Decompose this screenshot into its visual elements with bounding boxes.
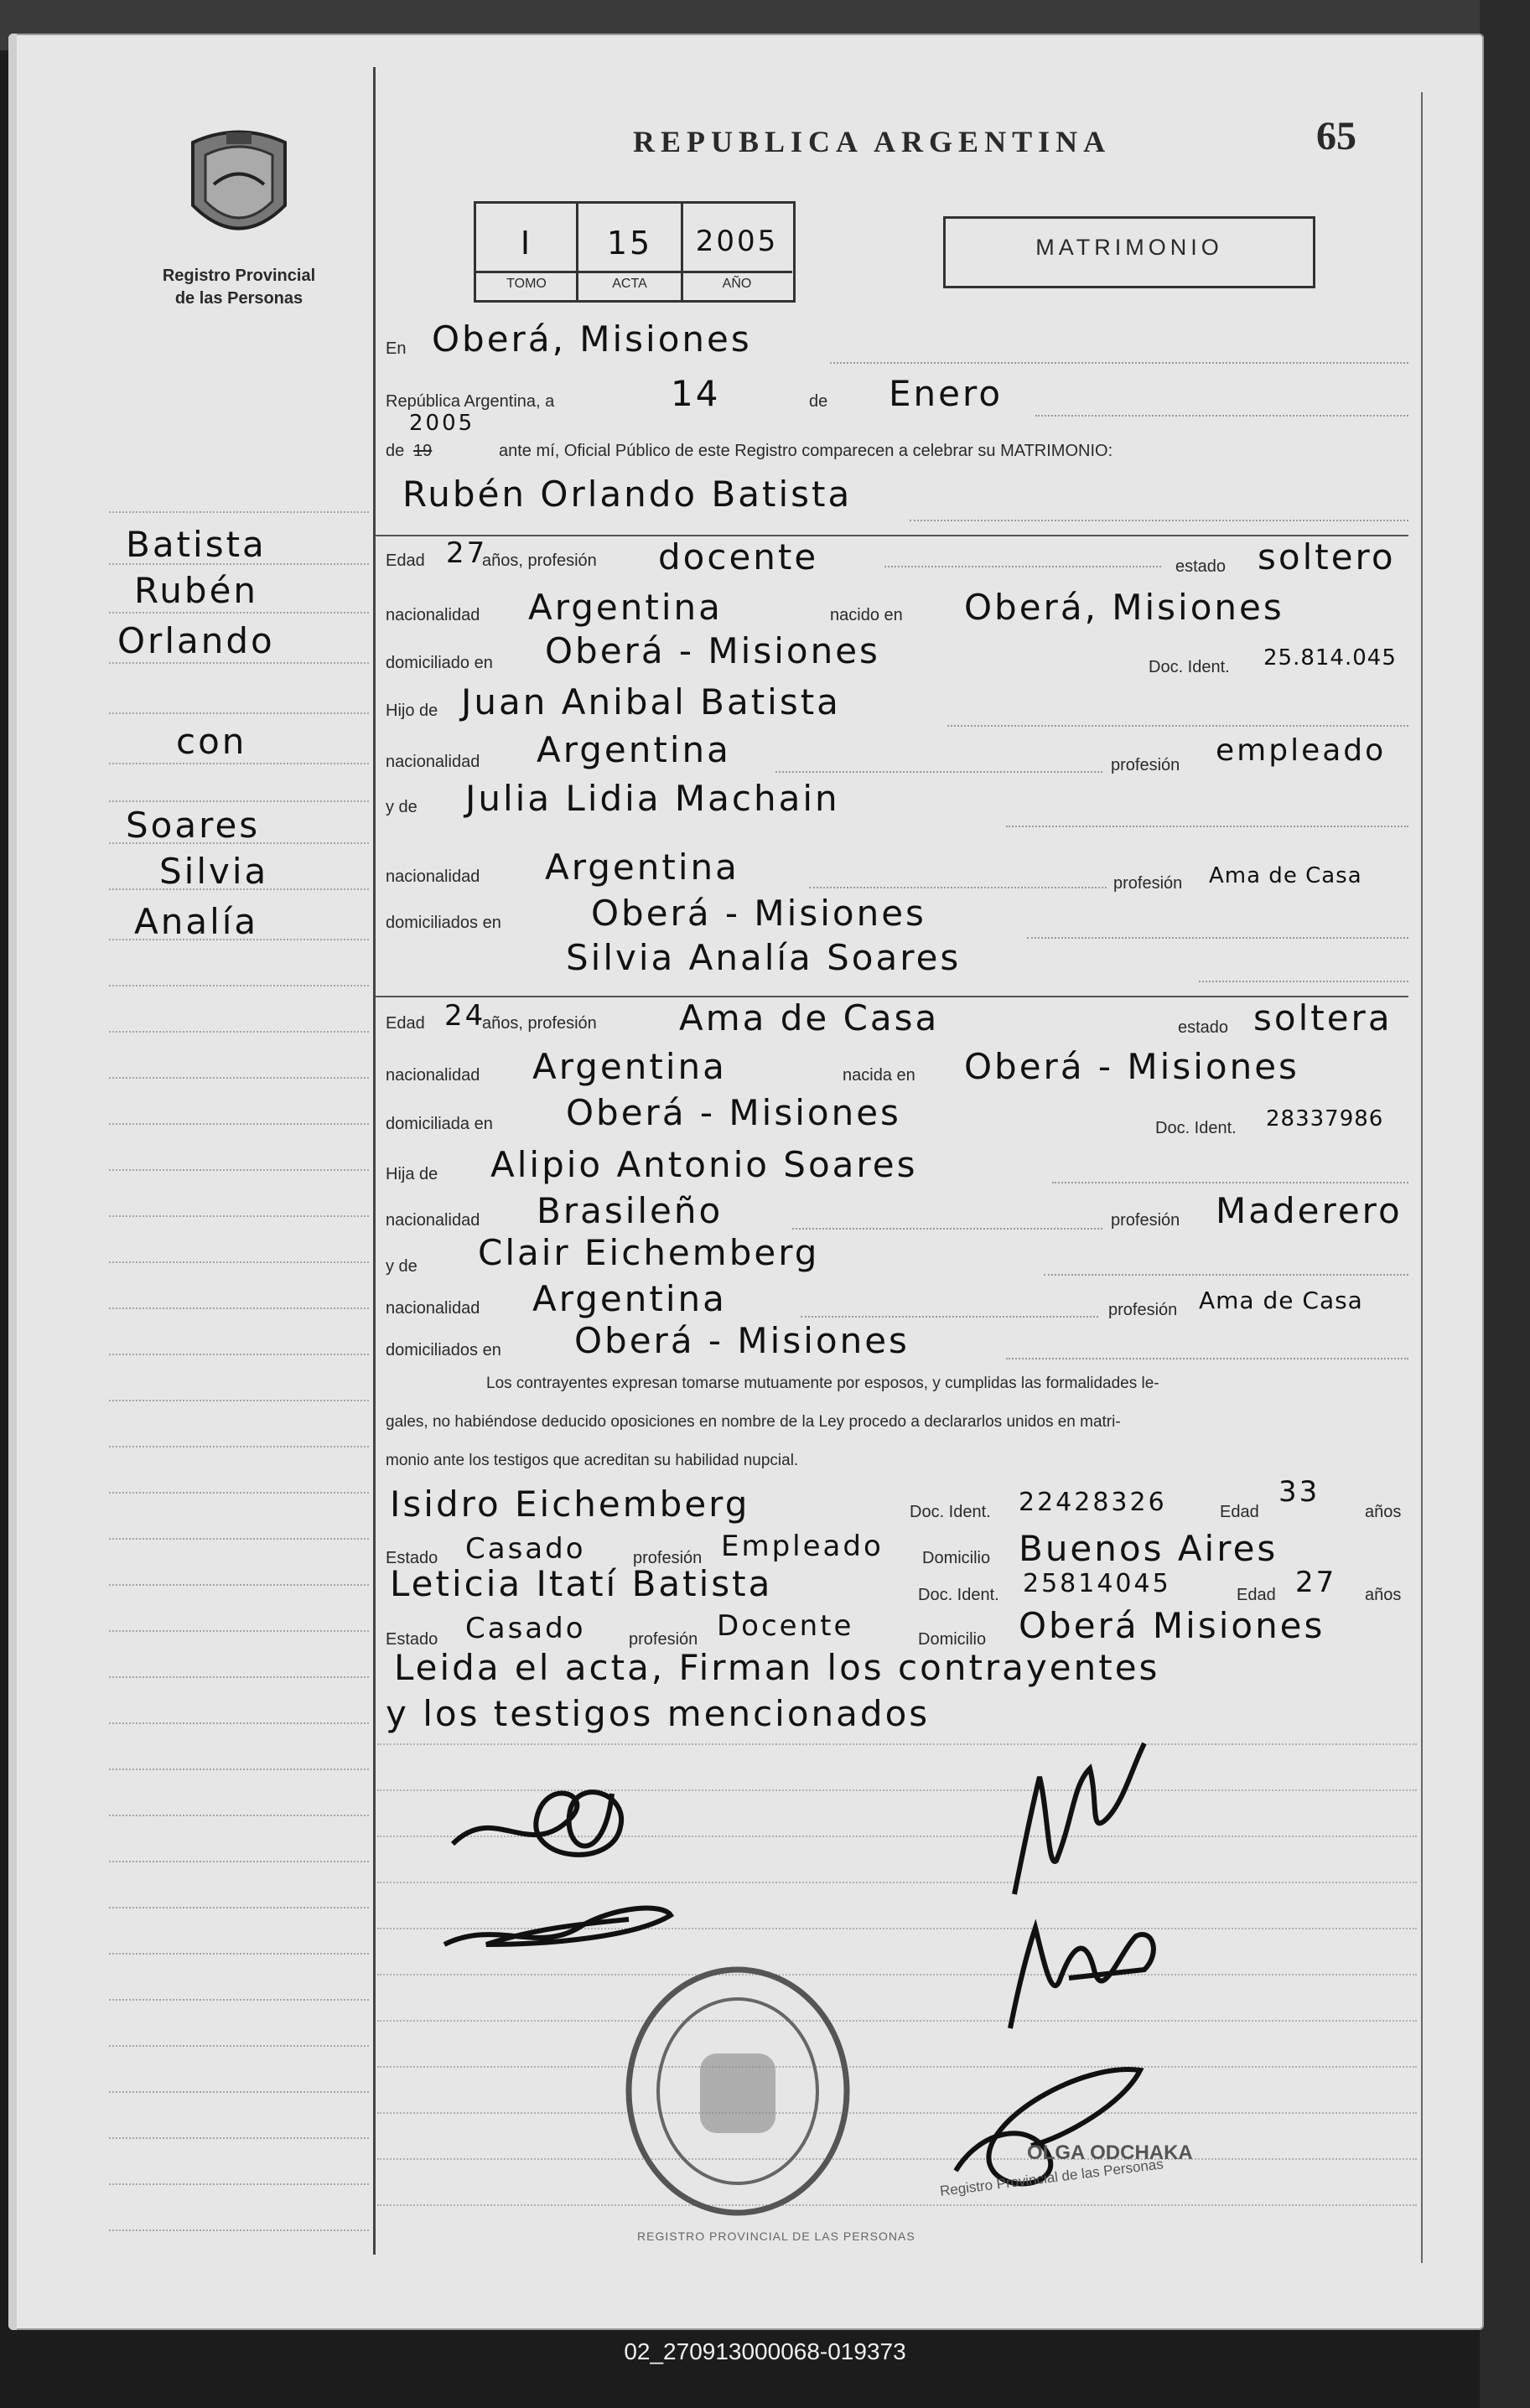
margin-rule <box>109 1538 369 1540</box>
month-value: Enero <box>889 373 1004 414</box>
form-rule <box>377 2158 1417 2160</box>
fill-line <box>1006 826 1408 827</box>
day-value: 14 <box>671 373 721 414</box>
margin-rule <box>109 1400 369 1401</box>
bride-estado-value: soltera <box>1253 997 1393 1038</box>
groom-edad-label: Edad <box>386 552 425 570</box>
groom-profesion-label: años, profesión <box>482 552 597 570</box>
witness1-dom: Buenos Aires <box>1019 1528 1278 1569</box>
witness2-estado: Casado <box>465 1612 586 1645</box>
margin-rule <box>109 2091 369 2093</box>
bride-padre-nac-value: Brasileño <box>537 1190 724 1231</box>
groom-padre-prof-value: empleado <box>1216 733 1387 768</box>
bride-nacida-label: nacida en <box>843 1066 915 1085</box>
groom-doms-value: Oberá - Misiones <box>591 893 926 934</box>
form-rule <box>377 2066 1417 2068</box>
box-divider <box>474 271 792 273</box>
witness1-estado: Casado <box>465 1532 586 1566</box>
groom-doc-value: 25.814.045 <box>1263 645 1397 671</box>
bride-madre-value: Clair Eichemberg <box>478 1232 820 1273</box>
margin-rule <box>109 1169 369 1171</box>
witness1-name: Isidro Eichemberg <box>390 1484 750 1525</box>
witness2-signature <box>993 1903 1178 2045</box>
margin-rule <box>109 985 369 987</box>
fill-line <box>1044 1274 1408 1276</box>
margin-rule <box>109 1123 369 1125</box>
groom-hijo-label: Hijo de <box>386 702 438 720</box>
margin-rule <box>109 1722 369 1724</box>
fill-line <box>910 520 1408 521</box>
official-name-stamp: OLGA ODCHAKA <box>1027 2141 1193 2164</box>
groom-nac-label: nacionalidad <box>386 606 480 624</box>
en-value: Oberá, Misiones <box>432 318 752 360</box>
margin-rule <box>109 1953 369 1955</box>
official-sub-stamp: Registro Provincial de las Personas <box>939 2156 1164 2199</box>
margin-groom-surname: Batista <box>126 524 267 565</box>
groom-doc-label: Doc. Ident. <box>1149 658 1230 676</box>
margin-rule <box>109 612 369 614</box>
margin-rule <box>109 1446 369 1447</box>
margin-rule <box>109 1907 369 1908</box>
fill-line <box>792 1228 1102 1230</box>
fill-line <box>830 362 1408 364</box>
bride-padre-prof-label: profesión <box>1111 1211 1180 1230</box>
official-seal <box>620 1961 855 2221</box>
margin-rule <box>109 1492 369 1494</box>
witness1-signature <box>998 1735 1165 1911</box>
groom-estado-value: soltero <box>1258 536 1396 577</box>
witness1-anios: años <box>1365 1503 1402 1521</box>
witness2-doc: 25814045 <box>1023 1569 1171 1598</box>
margin-rule <box>109 1354 369 1355</box>
page-spine <box>8 34 17 2330</box>
bride-estado-label: estado <box>1178 1018 1229 1037</box>
witness2-edad-label: Edad <box>1237 1586 1276 1604</box>
fill-line <box>884 566 1161 567</box>
fill-line <box>1035 415 1408 417</box>
margin-rule <box>109 2045 369 2047</box>
margin-rule <box>109 842 369 844</box>
closing-line1: Leida el acta, Firman los contrayentes <box>394 1647 1160 1688</box>
groom-estado-label: estado <box>1175 557 1227 576</box>
margin-rule <box>109 1768 369 1770</box>
margin-rule <box>109 888 369 890</box>
anio-value: 2005 <box>695 225 779 258</box>
groom-madre-nac-value: Argentina <box>545 847 739 888</box>
margin-bride-name2: Analía <box>134 901 259 942</box>
seal-text: REGISTRO PROVINCIAL DE LAS PERSONAS <box>637 2229 915 2243</box>
bride-hija-label: Hija de <box>386 1165 438 1183</box>
witness2-dom: Oberá Misiones <box>1019 1605 1325 1646</box>
witness2-prof: Docente <box>717 1609 854 1643</box>
anio-label: AÑO <box>722 277 752 291</box>
groom-nac-value: Argentina <box>528 587 723 628</box>
margin-rule <box>109 1261 369 1263</box>
bride-full-name: Silvia Analía Soares <box>566 937 962 978</box>
acta-label: ACTA <box>612 277 647 291</box>
groom-padre-nac-value: Argentina <box>537 729 731 770</box>
margin-bride-surname: Soares <box>126 805 261 846</box>
witness2-name: Leticia Itatí Batista <box>390 1563 773 1604</box>
margin-rule <box>109 1630 369 1632</box>
year-struck: 19 <box>413 442 433 460</box>
formal-line2: gales, no habiéndose deducido oposiciones en nombre de la Ley procedo a declararlos unidos en matri- <box>386 1413 1121 1431</box>
margin-rule <box>109 1815 369 1816</box>
republica-label: República Argentina, a <box>386 392 555 411</box>
bride-nac-value: Argentina <box>532 1046 727 1087</box>
form-rule <box>377 1974 1417 1976</box>
margin-rule <box>109 1308 369 1309</box>
republic-title: REPUBLICA ARGENTINA <box>633 125 1112 158</box>
right-border <box>1421 92 1423 2263</box>
margin-rule <box>109 2137 369 2139</box>
de2-label: de <box>386 442 405 460</box>
bride-profesion-label: años, profesión <box>482 1014 597 1033</box>
margin-rule <box>109 2183 369 2185</box>
bride-edad-value: 24 <box>444 999 486 1033</box>
registry-name-line1: Registro Provincial <box>162 267 316 285</box>
de-label: de <box>809 392 828 411</box>
form-rule <box>377 2204 1417 2206</box>
witness2-doc-label: Doc. Ident. <box>918 1586 999 1604</box>
fill-line <box>947 725 1408 727</box>
margin-rule <box>109 1215 369 1217</box>
fill-line <box>775 771 1102 773</box>
background-right <box>1480 0 1530 2408</box>
margin-groom-name1: Rubén <box>134 570 259 611</box>
margin-rule <box>109 1584 369 1586</box>
margin-rule <box>109 1999 369 2001</box>
groom-madre-prof-label: profesión <box>1113 874 1183 893</box>
bride-nac-label: nacionalidad <box>386 1066 480 1085</box>
en-label: En <box>386 339 407 358</box>
groom-signature <box>444 1743 646 1886</box>
fill-line <box>1199 981 1408 982</box>
fill-line <box>1027 937 1408 939</box>
bride-padre-nac-label: nacionalidad <box>386 1211 480 1230</box>
bride-dom-label: domiciliada en <box>386 1115 493 1133</box>
margin-rule <box>109 1077 369 1079</box>
margin-groom-name2: Orlando <box>117 620 275 661</box>
witness2-edad: 27 <box>1295 1566 1337 1599</box>
bride-padre-prof-value: Maderero <box>1216 1190 1403 1231</box>
margin-rule <box>109 763 369 764</box>
formal-line3: monio ante los testigos que acreditan su habilidad nupcial. <box>386 1452 799 1469</box>
fill-line <box>801 1316 1098 1318</box>
image-caption: 02_270913000068-019373 <box>624 2338 906 2364</box>
bride-padre-value: Alipio Antonio Soares <box>490 1144 918 1185</box>
margin-rule <box>109 800 369 802</box>
witness2-anios: años <box>1365 1586 1402 1604</box>
bride-madre-nac-label: nacionalidad <box>386 1299 480 1318</box>
groom-padre-value: Juan Anibal Batista <box>461 681 841 722</box>
groom-madre-value: Julia Lidia Machain <box>465 778 840 819</box>
bride-doc-value: 28337986 <box>1266 1106 1384 1132</box>
groom-dom-label: domiciliado en <box>386 654 493 672</box>
margin-divider <box>373 67 376 2255</box>
provincial-emblem-icon <box>184 126 293 251</box>
bride-doms-label: domiciliados en <box>386 1341 501 1359</box>
margin-rule <box>109 1676 369 1678</box>
margin-rule <box>109 563 369 565</box>
witness1-edad: 33 <box>1278 1475 1320 1509</box>
witness2-dom-label: Domicilio <box>918 1630 987 1649</box>
tomo-value: I <box>520 225 533 262</box>
bride-edad-label: Edad <box>386 1014 425 1033</box>
bride-dom-value: Oberá - Misiones <box>566 1092 901 1133</box>
record-type: MATRIMONIO <box>1035 235 1223 260</box>
form-rule <box>377 2112 1417 2114</box>
tomo-label: TOMO <box>506 277 547 291</box>
groom-madre-prof-value: Ama de Casa <box>1209 863 1362 888</box>
margin-rule <box>109 1861 369 1862</box>
groom-nacido-value: Oberá, Misiones <box>964 587 1284 628</box>
acta-value: 15 <box>606 225 653 262</box>
groom-yde-label: y de <box>386 798 418 816</box>
bride-madre-prof-label: profesión <box>1108 1301 1178 1319</box>
groom-madre-nac-label: nacionalidad <box>386 867 480 886</box>
bride-doms-value: Oberá - Misiones <box>574 1320 910 1361</box>
witness1-edad-label: Edad <box>1220 1503 1259 1521</box>
margin-rule <box>109 1031 369 1033</box>
statement: ante mí, Oficial Público de este Registro comparecen a celebrar su MATRIMONIO: <box>499 442 1113 460</box>
register-page <box>8 34 1484 2330</box>
groom-padre-nac-label: nacionalidad <box>386 753 480 771</box>
margin-con: con <box>176 721 247 762</box>
margin-rule <box>109 939 369 940</box>
fill-line <box>1052 1182 1408 1183</box>
groom-full-name: Rubén Orlando Batista <box>402 474 853 515</box>
groom-edad-value: 27 <box>446 536 488 570</box>
margin-rule <box>109 511 369 513</box>
bride-yde-label: y de <box>386 1257 418 1276</box>
groom-nacido-label: nacido en <box>830 606 903 624</box>
registry-name-line2: de las Personas <box>174 289 303 308</box>
bride-profesion-value: Ama de Casa <box>679 997 940 1038</box>
year-value: 2005 <box>409 411 475 436</box>
witness1-estado-label: Estado <box>386 1549 438 1567</box>
form-rule <box>377 2020 1417 2022</box>
groom-padre-prof-label: profesión <box>1111 756 1180 774</box>
page-number: 65 <box>1316 114 1356 158</box>
margin-rule <box>109 662 369 664</box>
section-rule <box>376 535 1408 536</box>
groom-profesion-value: docente <box>658 536 819 577</box>
witness1-prof: Empleado <box>721 1530 884 1563</box>
bride-madre-prof-value: Ama de Casa <box>1199 1287 1363 1314</box>
groom-dom-value: Oberá - Misiones <box>545 630 880 671</box>
witness1-prof-label: profesión <box>633 1549 703 1567</box>
bride-nacida-value: Oberá - Misiones <box>964 1046 1299 1087</box>
witness1-doc: 22428326 <box>1019 1488 1167 1517</box>
witness1-doc-label: Doc. Ident. <box>910 1503 991 1521</box>
fill-line <box>809 887 1107 888</box>
margin-rule <box>109 712 369 714</box>
margin-bride-name1: Silvia <box>159 851 269 892</box>
bride-madre-nac-value: Argentina <box>532 1278 727 1319</box>
witness2-estado-label: Estado <box>386 1630 438 1649</box>
margin-rule <box>109 2229 369 2231</box>
bride-signature <box>436 1886 679 1961</box>
groom-doms-label: domiciliados en <box>386 914 501 932</box>
bride-doc-label: Doc. Ident. <box>1155 1119 1237 1137</box>
witness1-dom-label: Domicilio <box>922 1549 991 1567</box>
fill-line <box>1006 1358 1408 1359</box>
formal-line1: Los contrayentes expresan tomarse mutuamente por esposos, y cumplidas las formalidades le- <box>486 1375 1159 1392</box>
closing-line2: y los testigos mencionados <box>386 1693 931 1734</box>
witness2-prof-label: profesión <box>629 1630 698 1649</box>
